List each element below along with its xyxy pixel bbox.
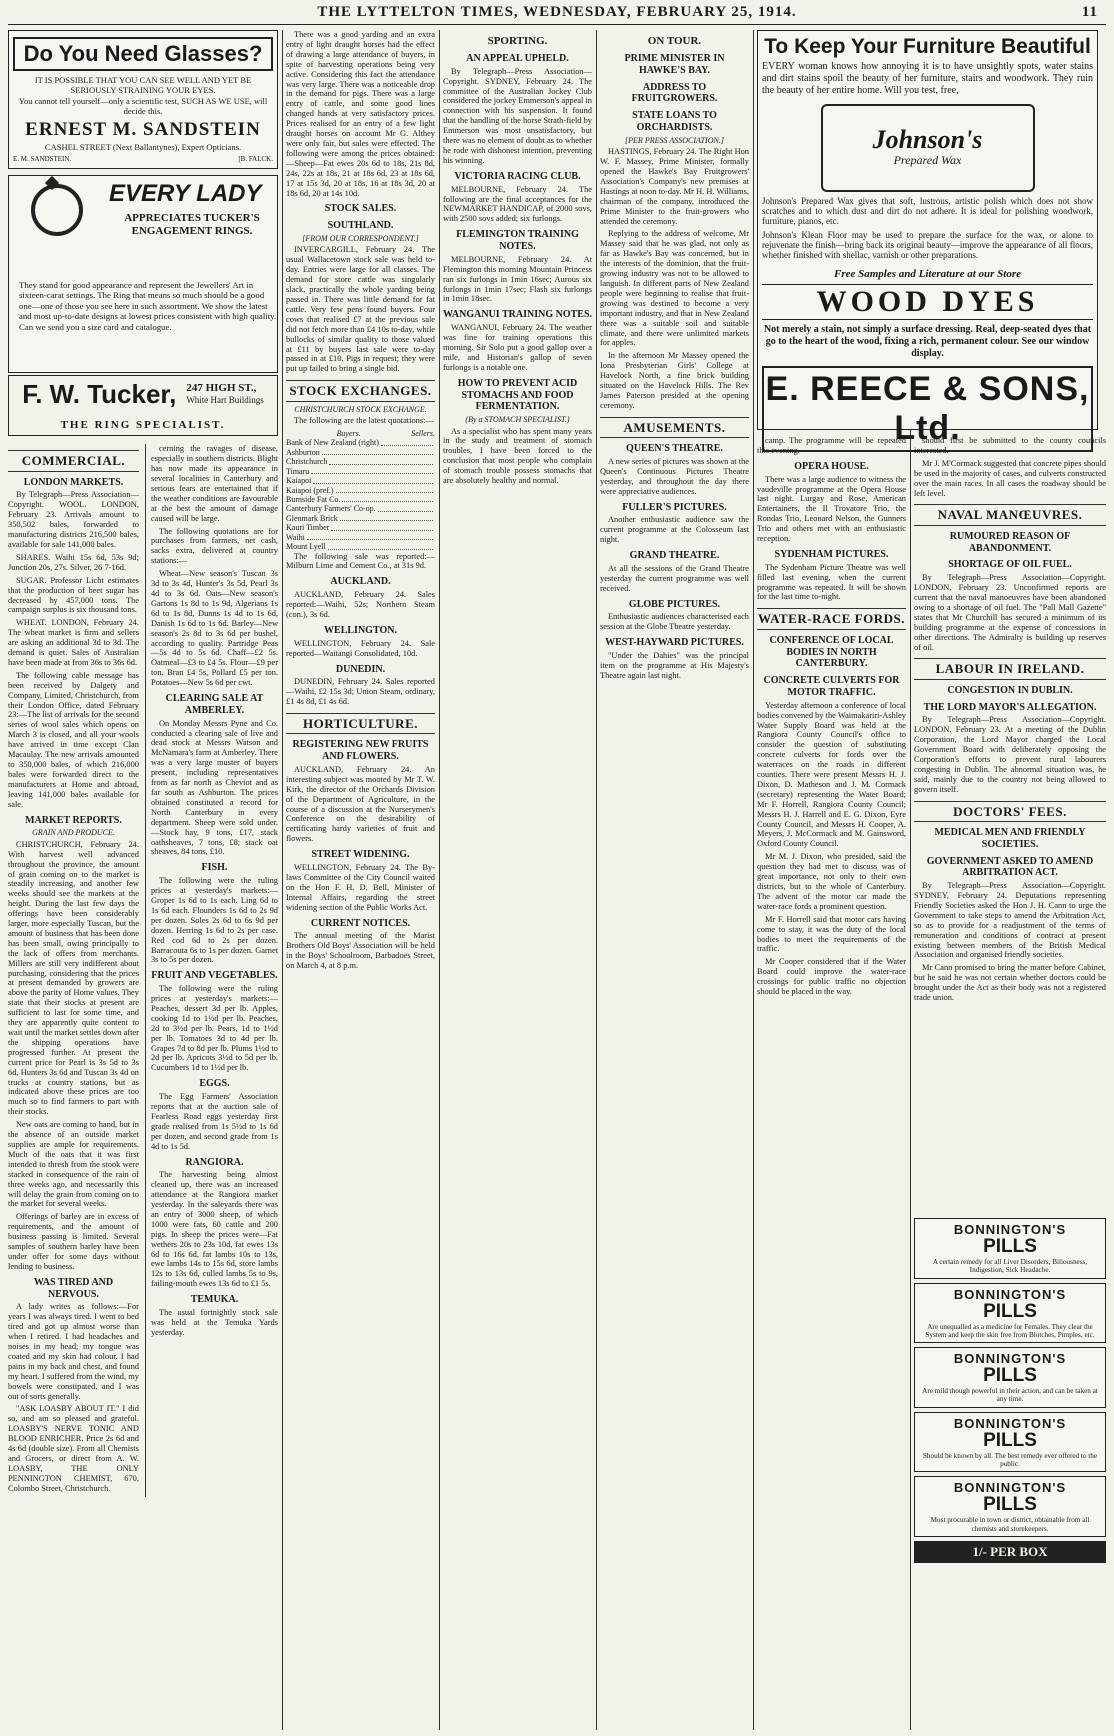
article-text: SUGAR. Professor Licht estimates that the production of beet sugar has decreased by 457,000 tons. The campaign surplus is six thousand tons.	[8, 575, 139, 615]
article-text: Mr J. M'Cormack suggested that concrete pipes should be used in the majority of cases, and culverts constructed over the main races. In all cases the roadway should be left level.	[914, 458, 1106, 498]
article-heading: QUEEN'S THEATRE.	[626, 443, 723, 455]
article-text: As a specialist who has spent many years in the study and treatment of stomach troubles, I have been forced to the conclusion that most people who complain of stomach trouble possess stomachs that are absolutely healthy and normal.	[443, 426, 592, 486]
leader-dots	[336, 486, 433, 493]
column-3	[286, 30, 435, 1730]
amusements-heading: AMUSEMENTS.	[600, 417, 749, 438]
pills-brand: BONNINGTON'S	[953, 1222, 1067, 1237]
article-text: INVERCARGILL, February 24. The usual Wallacetown stock sale was held to-day. Entries were large for all classes. The demand for store cattle was singularly slack, practically the whole yarding being passed in. There was little demand for fat cattle. Very few pens found buyers. Four cows that realised £7 at the previous sale did not fetch more than £4 10s to-day, while bullocks of similar quality to those valued at £11 by buyers last sale were to-day passed in at £10. Pigs in request; they were put up failed to bring a single bid.	[286, 245, 435, 374]
article-text: By Telegraph—Press Association—Copyright. WOOL. LONDON, February 23. Arrivals amount to 350,502 bales, forwarded to manufacturing districts 216,500 bales, available for sale 141,000 bales.	[8, 490, 139, 549]
pills-brand-2: PILLS	[983, 1236, 1037, 1257]
article-heading: FISH.	[201, 862, 228, 874]
horticulture-heading: HORTICULTURE.	[286, 713, 435, 734]
reece-logo: E. REECE & SONS, Ltd.	[762, 366, 1093, 452]
article-text: Another enthusiastic audience saw the current programme at the Colosseum last night.	[600, 515, 749, 545]
article-heading: MARKET REPORTS.	[25, 814, 122, 826]
pills-copy: Are unequalled as a medicine for Females. They clear the System and keep the skin free from Blotches, Pimples, etc.	[925, 1322, 1095, 1339]
article-text: The following sale was reported:—Milburn Lime and Cement Co., at 31s 9d.	[286, 551, 435, 571]
tucker-building: White Hart Buildings	[186, 395, 264, 406]
article-text: Replying to the address of welcome, Mr Massey said that he was glad, not only as far as Hawke's Bay was concerned, but in the interests of the dominion, that the fruit-growing industry was not to be allowed to languish. In different parts of New Zealand people were beginning to realise that fruit-growing was destined to become a very important industry, and that in New Zealand there was a suitable soil and suitable climate, and there were unlimited markets for apples.	[600, 229, 749, 348]
column-rule	[753, 30, 754, 1730]
article-heading: MEDICAL MEN AND FRIENDLY SOCIETIES.	[934, 826, 1086, 850]
pills-brand: BONNINGTON'S	[953, 1351, 1067, 1367]
article-text: Mr F. Horrell said that motor cars having come to stay, it was the duty of the local bodies to meet the requirements of the traffic.	[757, 914, 906, 954]
stock-name: Bank of New Zealand (right)	[286, 438, 379, 448]
glasses-ad-foot-left: E. M. SANDSTEIN.	[13, 155, 72, 164]
stock-exchanges-heading: STOCK EXCHANGES.	[286, 380, 435, 401]
article-heading: VICTORIA RACING CLUB.	[454, 170, 581, 182]
pills-brand-2: PILLS	[983, 1365, 1037, 1387]
stock-table-row	[286, 438, 435, 447]
article-text: In the afternoon Mr Massey opened the Iona Presbyterian Girls' College at Havelock North, a fine brick building situated on the Havelock Hills. The Rev James Paterson presided at the opening ceremony.	[600, 351, 749, 410]
stock-table-row	[286, 476, 435, 485]
section-heading: ON TOUR.	[647, 35, 702, 47]
article-text: "Under the Dahies" was the principal item on the programme at His Majesty's Theatre again last night.	[600, 650, 749, 680]
leader-dots	[340, 514, 433, 521]
column-rule	[282, 30, 283, 1730]
stock-table-row	[286, 495, 435, 504]
article-heading: THE LORD MAYOR'S ALLEGATION.	[923, 701, 1097, 713]
article-heading: PRIME MINISTER IN HAWKE'S BAY.	[624, 52, 725, 76]
stock-table-row	[286, 523, 435, 532]
ring-icon	[31, 184, 83, 236]
leader-dots	[378, 504, 433, 511]
article-heading: CURRENT NOTICES.	[310, 917, 411, 929]
furniture-ad-copy2: Johnson's Prepared Wax gives that soft, lustrous, artistic polish which does not show scratches and to which dust and dirt do not adhere. It is ideal for polishing woodwork, furniture, pianos, etc.	[762, 195, 1093, 226]
article-heading: CLEARING SALE AT AMBERLEY.	[165, 693, 264, 716]
article-heading: STOCK SALES.	[324, 203, 397, 215]
article-text: SHARES. Waihi 15s 6d, 53s 9d; Junction 20s, 27s. Silver, 26 7-16d.	[8, 552, 139, 572]
tucker-address: 247 HIGH ST.,	[186, 381, 257, 394]
leader-dots	[381, 438, 433, 445]
article-heading: STREET WIDENING.	[311, 849, 410, 861]
article-subheading: [PER PRESS ASSOCIATION.]	[625, 135, 724, 145]
article-heading: WEST-HAYWARD PICTURES.	[605, 637, 744, 649]
pills-copy: Are mild though powerful in their action, and can be taken at any time.	[922, 1387, 1098, 1404]
article-heading: FLEMINGTON TRAINING NOTES.	[456, 229, 579, 253]
article-subheading: CHRISTCHURCH STOCK EXCHANGE.	[294, 404, 427, 414]
article-text: A lady writes as follows:—For years I was always tired. I went to bed tired and got up almost worse than when I retired. I had headaches and noises in my head; my tongue was coated and my skin had colour. I had pains in my back and chest, and found my heart. I suffered from the wind, my bowels were constipated, and I was out of sorts generally.	[8, 1302, 139, 1401]
column-1	[8, 30, 278, 1730]
masthead-title: THE LYTTELTON TIMES, WEDNESDAY, FEBRUARY 25, 1914.	[317, 4, 797, 20]
wood-dyes-copy: Not merely a stain, not simply a surface dressing. Real, deep-seated dyes that go to the heart of the wood, fixing a rich, permanent colour. See our window display.	[763, 323, 1092, 359]
column-5	[600, 30, 749, 1730]
doctors-fees-heading: DOCTORS' FEES.	[914, 801, 1106, 822]
column-6	[757, 436, 906, 1730]
water-race-heading: WATER-RACE FORDS.	[757, 608, 906, 629]
leader-dots	[342, 495, 433, 502]
glasses-ad-address: CASHEL STREET (Next Ballantynes), Expert Opticians.	[44, 142, 242, 153]
article-subheading: (By a STOMACH SPECIALIST.)	[465, 415, 570, 425]
article-text: WHEAT. LONDON, February 24. The wheat market is firm and sellers are asking an additional 3d to 3d. The demand is quiet. Sales of Australian have been made at from 36s to 36s 6d.	[8, 618, 139, 667]
column-4	[443, 30, 592, 1730]
glasses-ad-headline: Do You Need Glasses?	[13, 37, 273, 71]
wood-dyes-title: WOOD DYES	[762, 284, 1093, 320]
stock-table-row	[286, 504, 435, 513]
article-text: Enthusiastic audiences characterised each session at the Globe Theatre yesterday.	[600, 612, 749, 632]
article-heading: OPERA HOUSE.	[794, 460, 869, 472]
article-heading: FULLER'S PICTURES.	[622, 501, 727, 513]
article-heading: FRUIT AND VEGETABLES.	[151, 970, 278, 982]
article-text: The following quotations are for purchases from farmers, net cash, sacks extra, delivered at country stations:—	[150, 526, 278, 566]
stock-table-row	[286, 457, 435, 466]
wax-brand-sub: Prepared Wax	[893, 153, 962, 168]
section-heading: SPORTING.	[487, 35, 548, 47]
article-text: The Egg Farmers' Association reports that at the auction sale of Fearless Road eggs yesterday first grade realised from 1s 5½d to 1s 6d per dozen, and second grade from 1s 4d to 1s 5d.	[150, 1092, 278, 1151]
pills-brand: BONNINGTON'S	[953, 1480, 1067, 1496]
stock-name: Glenmark Brick	[286, 513, 338, 523]
pills-copy: Most procurable in town or district, obtainable from all chemists and storekeepers.	[930, 1516, 1090, 1533]
article-text: A new series of pictures was shown at the Queen's Continuous Pictures Theatre yesterday, and throughout the day there were appreciative audiences.	[600, 456, 749, 496]
article-text: By Telegraph—Press Association—Copyright. SYDNEY, February 24. Deputations representing Friendly Societies asked the Hon J. H. Cann to urge the Government to take steps to amend the Arbitration Act, so as to provide for a readjustment of the terms of remuneration and conditions of contract at present existing between members of the British Medical Association and organised friendly societies.	[914, 881, 1106, 960]
stock-name: Burnside Fat Co.	[286, 494, 341, 504]
article-text: Mr M. J. Dixon, who presided, said the question they had met to discuss was of great importance, not only to their own districts, but to the whole of Canterbury. The advent of the motor car made the water-race fords a prominent question.	[757, 852, 906, 911]
leader-dots	[313, 476, 433, 483]
stock-name: Waihi	[286, 532, 305, 542]
article-heading: WAS TIRED AND NERVOUS.	[33, 1276, 114, 1300]
labour-heading: LABOUR IN IRELAND.	[914, 658, 1106, 679]
stock-table-row	[286, 486, 435, 495]
article-heading: GRAND THEATRE.	[629, 550, 720, 562]
article-text: Yesterday afternoon a conference of local bodies convened by the Waimakariri-Ashley Water Supply Board was held at the Rangiora County Council's office to consider the question of substituting concrete culverts for fords over the waterraces on the roads in different counties. There were present Messrs H. J. Dixon, D. Matheson and J. M. Cormack (secretary) representing the Water Board; Mr F. Horrell, Rangiora County Council; Messrs H. J. Harrell and E. G. Dixon, Eyre County Council, and Messrs H. Cooper, A. Meyers, J. McCormack and M. Gainsword, Oxford County Council.	[757, 700, 906, 849]
article-text: MELBOURNE, February 24. At Flemington this morning Mountain Princess ran six furlongs in 1min 16sec; Aurous six furlongs in 1min 17sec; Flash six furlongs in 1min 18sec.	[443, 254, 592, 304]
article-text: should first be submitted to the county councils interested.	[914, 436, 1106, 455]
article-text: "ASK LOASBY ABOUT IT." I did so, and am so pleased and grateful. LOASBY'S NERVE TONIC AND BLOOD ENRICHER. Price 2s 6d and 4s 6d (double size). From all Chemists and Grocers, or direct from A. W. LOASBY, THE ONLY PENNINGTON CHEMIST, 670, Colombo Street, Christchurch.	[8, 1404, 139, 1493]
ring-ad	[8, 175, 278, 373]
stock-table-row	[286, 514, 435, 523]
furniture-ad-copy3: Johnson's Klean Floor may be used to prepare the surface for the wax, or alone to rejuvenate the finish—bring back its original beauty—improve the appearance of all floors, whether finished with shellac, varnish or other preparations.	[762, 229, 1093, 260]
pills-brand-2: PILLS	[983, 1494, 1037, 1516]
stock-table-header	[286, 429, 435, 438]
article-text: cerning the ravages of disease, especially in southern districts. Blight has now made its appearance in several localities in Canterbury and serious fears are entertained that if the weather conditions are favourable at the best the amount of damage caused will be large.	[150, 444, 278, 523]
article-heading: ADDRESS TO FRUITGROWERS.	[631, 81, 718, 105]
ring-ad-subtitle: APPRECIATES TUCKER'S ENGAGEMENT RINGS.	[124, 211, 260, 238]
pills-copy: A certain remedy for all Liver Disorders, Biliousness, Indigestion, Sick Headache.	[932, 1258, 1088, 1275]
article-subheading: GRAIN AND PRODUCE.	[32, 828, 115, 838]
wax-brand: Johnson's	[872, 125, 983, 155]
column-rule	[439, 30, 440, 1730]
article-heading: CONCRETE CULVERTS FOR MOTOR TRAFFIC.	[763, 675, 900, 698]
glasses-ad	[8, 30, 278, 169]
article-text: The harvesting being almost cleaned up, there was an increased attendance at the Rangiora market yesterday. In the saleyards there was an entry of 3000 sheep, of which 1000 were fats, 60 cattle and 200 pigs. In sheep the prices were—Fat wethers 20s to 23s 10d, fat ewes 13s 6d to 16s 6d, fat lambs 10s to 13s, ewe lambs 14s to 15s 6d, store lambs 12s to 13s 6d, culled lambs 5s to 9s, failing-mouth ewes 13s 6d to £1 5s.	[150, 1170, 278, 1289]
stock-name: Christchurch	[286, 457, 328, 467]
article-heading: WELLINGTON.	[324, 624, 397, 636]
leader-dots	[307, 533, 433, 540]
article-text: Mr Cann promised to bring the matter before Cabinet, but he said he was not certain whether doctors could be brought under the Act as their body was not a registered trade union.	[914, 963, 1106, 1003]
pills-brand: BONNINGTON'S	[953, 1415, 1067, 1431]
leader-dots	[311, 467, 433, 474]
pills-ad	[914, 1347, 1106, 1408]
stock-name: Canterbury Farmers' Co-op.	[286, 504, 376, 514]
article-text: At all the sessions of the Grand Theatre yesterday the current programme was well received.	[600, 563, 749, 593]
article-text: WANGANUI, February 24. The weather was fine for training operations this morning. Sir Solo put a good gallop over a mile, and Historian's gallop of seven furlongs is a notable one.	[443, 323, 592, 372]
article-text: HASTINGS, February 24. The Right Hon W. F. Massey, Prime Minister, formally opened the Hawke's Bay Fruitgrowers' Association's Company's new premises at Hastings at noon to-day. Mr H. H. Williams, chairman of the company, introduced the Prime Minister to the fruit-growers who attended the ceremony.	[600, 147, 749, 226]
article-text: By Telegraph—Press Association—Copyright. LONDON, February 23. Unconfirmed reports are current that the naval manoeuvres have been abandoned owing to a shortage of oil fuel. The "Pall Mall Gazette" states that Mr Churchill has secured a minimum of its building programme at the expense of concessions in other directions. The Admiralty is building up reserves of oil.	[914, 573, 1106, 652]
pills-ad	[914, 1412, 1106, 1473]
pills-brand-2: PILLS	[983, 1300, 1037, 1322]
tucker-tagline: THE RING SPECIALIST.	[60, 419, 226, 432]
free-samples-text: Free Samples and Literature at our Store	[833, 267, 1022, 280]
glasses-ad-line: You cannot tell yourself—only a scientific test, SUCH AS WE USE, will decide this.	[18, 95, 268, 116]
pills-ad-column	[914, 1218, 1106, 1730]
article-heading: LONDON MARKETS.	[23, 476, 124, 488]
pills-brand-2: PILLS	[983, 1429, 1037, 1451]
page-number: 11	[1081, 4, 1098, 20]
leader-dots	[329, 457, 433, 464]
article-text: CHRISTCHURCH, February 24. With harvest well advanced throughout the province, the amount of grain coming on to the market is steadily increasing, and another few weeks should see the markets at the height. During the last few days the offerings have been considerably larger, more especially Tuscan, but the amount of business that has been done has been small, owing principally to the lack of offers from merchants. Millers are still very indifferent about purchasing, considering that the prices at present demanded by growers are above the parity of Home values. They state that their stocks at present are sufficient to last for some time, and they are apparently quite content to wait until the market settles down after the shipping operations have progressed further. At present the current price for Pearl is 3s 5d to 3s 6d, Hunters 3s 6d and Tuscan 3s 4d on trucks at country stations, but as indicated above these prices are too much so to find farmers to part with their stocks.	[8, 839, 139, 1117]
article-heading: GLOBE PICTURES.	[628, 598, 721, 610]
furniture-ad-headline: To Keep Your Furniture Beautiful	[764, 35, 1091, 58]
leader-dots	[322, 448, 433, 455]
wax-tin-illustration	[821, 104, 1035, 192]
article-text: The usual fortnightly stock sale was held at the Temuka Yards yesterday.	[150, 1307, 278, 1337]
article-heading: CONFERENCE OF LOCAL BODIES IN NORTH CANTERBURY.	[769, 634, 894, 670]
ring-ad-title: EVERY LADY	[109, 179, 262, 207]
leader-dots	[331, 523, 433, 530]
stock-name: Kaiapoi (pref.)	[286, 485, 334, 495]
article-text: camp. The programme will be repeated this evening.	[757, 436, 906, 455]
article-text: MELBOURNE, February 24. The following are the final acceptances for the NEWMARKET HANDICAP, of 2000 sovs, with 2500 sovs added; six furlongs.	[443, 184, 592, 224]
article-text: WELLINGTON, February 24. Sale reported—Waitangi Consolidated, 10d.	[286, 638, 435, 658]
article-text: New oats are coming to hand, but in the absence of an outside market supplies are ample for requirements. Much of the oats that it was first intended to thresh from the stook were stacked in consequence of the rain of three weeks ago, and necessarily this will delay the grain from coming on to the market for several weeks.	[8, 1120, 139, 1209]
stock-name: Kaiapoi	[286, 476, 312, 486]
pills-copy: Should be known by all. The best remedy ever offered to the public.	[922, 1451, 1098, 1468]
pills-price: 1/- PER BOX	[914, 1541, 1106, 1563]
article-text: Wheat—New season's Tuscan 3s 3d to 3s 4d, Hunter's 3s 5d, Pearl 3s 4d to 3s 6d. Oats—New season's Gartons 1s 8d to 1s 9d, Algerians 1s 6d to 1s 8d, Dunns 1s 4d to 1s 6d, Danish 1s 6d to 1s 6d. Barley—New season's 2s 8d to 3s 6d per bushel, according to quality. Partridge Peas—5s 4d to 5s 6d. Chaff—£2 5s. Oatmeal—£3 to £4 5s. Flour—£9 per ton. Bran £4 5s, Pollard £5 per ton. Potatoes—New 5s 6d per cwt.	[150, 569, 278, 688]
article-heading: SOUTHLAND.	[327, 220, 394, 232]
stock-name: Ashburton	[286, 447, 320, 457]
stock-name: Mount Lyell	[286, 542, 326, 552]
glasses-ad-foot-right: [B. FALCK.	[238, 155, 273, 164]
article-text: The following are the latest quotations:—	[294, 415, 434, 425]
leader-dots	[328, 542, 433, 549]
masthead	[8, 4, 1106, 25]
pills-ad	[914, 1218, 1106, 1279]
column-rule	[596, 30, 597, 1730]
article-heading: GOVERNMENT ASKED TO AMEND ARBITRATION ACT.	[926, 855, 1094, 879]
article-text: There was a good yarding and an extra entry of light draught horses had the effect of drawing a large attendance of buyers, in spite of harvesting operations being very active. Considering this fact the attendance was very large. There was a noticeable drop in the demand for pigs. There was a large entry of cattle, and some good lines changed hands at very satisfactory prices. Prices realised for an entry of a few light draught horses on account Mr G. Althey were only fair, but sales were effected. The following were among the prices obtained:—Sheep—Fat ewes 20s 6d to 18s, 21s 8d, 24s, 22s at 18s, 21 at 18s 6d, 23 at 18s 6d, 17 at 15s 3d, 20 at 18s, 16 at 18s 3d, 20 at 18s 6d, 20 at 14s 10d.	[286, 30, 435, 198]
pills-ad	[914, 1283, 1106, 1344]
article-text: The annual meeting of the Marist Brothers Old Boys' Association will be held in the Boys' Schoolroom, Barbadoes Street, on March 4, at 8 p.m.	[286, 931, 435, 971]
stock-table	[286, 438, 435, 551]
naval-heading: NAVAL MANŒUVRES.	[914, 504, 1106, 525]
article-subheading: [FROM OUR CORRESPONDENT.]	[302, 234, 419, 243]
article-heading: EGGS.	[199, 1078, 230, 1090]
article-text: AUCKLAND, February 24. Sales reported:—Waihi, 52s; Northern Steam (con.), 3s 6d.	[286, 590, 435, 619]
article-heading: WANGANUI TRAINING NOTES.	[443, 309, 592, 321]
stock-table-row	[286, 533, 435, 542]
article-heading: AN APPEAL UPHELD.	[466, 52, 569, 64]
article-heading: RANGIORA.	[185, 1156, 244, 1168]
article-heading: HOW TO PREVENT ACID STOMACHS AND FOOD FERMENTATION.	[457, 377, 578, 413]
article-text: Offerings of barley are in excess of requirements, and the amount of business passing is limited. Several samples of southern barley have been under offer for some days without lending to business.	[8, 1212, 139, 1271]
article-heading: SYDENHAM PICTURES.	[774, 548, 889, 560]
stock-table-row	[286, 448, 435, 457]
article-heading: DUNEDIN.	[335, 663, 386, 675]
article-text: DUNEDIN, February 24. Sales reported—Waihi, £2 15s 3d; Union Steam, ordinary, £1 4s 8d, £1 4s 6d.	[286, 677, 435, 707]
commercial-heading: COMMERCIAL.	[8, 450, 139, 471]
article-text: WELLINGTON, February 24. The By-laws Committee of the City Council waited on the Hon F. H. D. Bell, Minister of Internal Affairs, regarding the street widening section of the Public Works Act.	[286, 863, 435, 912]
article-text: The Sydenham Picture Theatre was well filled last evening, when the current programme was repeated. It will be shown for the last time to-night.	[757, 562, 906, 602]
article-heading: SHORTAGE OF OIL FUEL.	[948, 559, 1072, 571]
furniture-ad-copy: EVERY woman knows how annoying it is to have unsightly spots, water stains and dirt stains spoil the beauty of her furniture, stairs and woodwork. They ruin the beauty of her entire home. Will you test, free,	[762, 61, 1093, 97]
pills-brand: BONNINGTON'S	[953, 1286, 1067, 1302]
article-text: On Monday Messrs Pyne and Co. conducted a clearing sale of live and dead stock at Messrs Watson and McNamara's farm at Amberley. There was a very large muster of buyers present, including representatives from as far north as Cheviot and as far south as Ashburton. The prices obtained constituted a record for North Canterbury in every department. Sheep were sold under.—Stock hay, 9 tons, £17, stack oathsheaves, 7 tons, £8; stack oat sheaves, 84 tons, £10.	[150, 718, 278, 857]
stock-name: Kauri Timber	[286, 523, 330, 533]
article-heading: TEMUKA.	[190, 1294, 239, 1306]
glasses-ad-line: IT IS POSSIBLE THAT YOU CAN SEE WELL AND YET BE SERIOUSLY STRAINING YOUR EYES.	[34, 74, 252, 95]
tucker-name: F. W. Tucker,	[22, 378, 177, 409]
ring-ad-copy: They stand for good appearance and represent the Jewellers' Art in sixteen-carat settings. The Ring that means so much should be a good one—one of those you see here in such assortment. We show the latest and most up-to-date designs at lowest prices consistent with high quality. Can we send you a size card and catalogue.	[19, 279, 277, 332]
article-text: By Telegraph—Press Association—Copyright. SYDNEY, February 24. The committee of the Australian Jockey Club considered the jockey Emmerson's appeal in connection with his suspension. It found that the handling of the horse Strath-field by Emmerson was most unsatisfactory, but there was no element of doubt as to whether he rode with dishonest intention, preventing his winning.	[443, 66, 592, 165]
tucker-ad	[8, 375, 278, 437]
article-text: The following were the ruling prices at yesterday's markets:—Peaches, dessert 3d per lb. Apples, cooking 1d to 1½d per lb. Peaches, 2d to 3½d per lb. Pears, 1d to 1½d per lb. Tomatoes 3d to 4d per lb. Grapes 7d to 8d per lb. Plums 1½d to 2d per lb. Apricots 3½d to 5d per lb. Cucumbers 1d to 1½d per lb.	[150, 984, 278, 1073]
article-text: The following were the ruling prices at yesterday's markets:—Groper 1s 6d to 1s each. Ling 6d to 1s 6d each. Flounders 1s 6d to 2s 9d per dozen. Soles 2s 6d to 6s 9d per dozen. Herring 1s 6d to 2s per case. Red cod 6d to 2s per dozen. Barracouta 6s to 1s per dozen. Garnet 3s to 5s per dozen.	[150, 876, 278, 965]
stock-table-row	[286, 542, 435, 551]
article-text: AUCKLAND, February 24. An interesting subject was mooted by Mr T. W. Kirk, the director of the Orchards Division of the Department of Agriculture, in the course of a discussion at the Nurserymen's Conference on the desirability of certificating hardy varieties of fruit and flowers.	[286, 764, 435, 844]
article-heading: CONGESTION IN DUBLIN.	[947, 684, 1073, 696]
article-text: By Telegraph—Press Association—Copyright. LONDON, February 23. At a meeting of the Dublin Corporation, the Lord Mayor charged the Local Government Board with deliberately opposing the Corporation's efforts to prevent rural labourers congesting in Dublin. The abnormal situation was, he said, mainly due to the country not being allowed to govern itself.	[914, 715, 1106, 794]
pills-ad	[914, 1476, 1106, 1537]
article-text: There was a large audience to witness the vaudeville programme at the Opera House last night. Lurgay and Rose, American Entertainers, the Il Trovatore Trio, the Rondas Trio, Leonard Nelson, the Gunners Trio and others met with an enthusiastic reception.	[757, 474, 906, 544]
article-heading: RUMOURED REASON OF ABANDONMENT.	[949, 530, 1071, 554]
article-text: The following cable message has been received by Dalgety and Company, Limited, Christchurch, from their London Office, dated February 23:—The list of arrivals for the second series of wool sales which opens on March 3 is closed, and all your wools have arrived in time except Clan Macaulay. The new arrivals amounted to 350,000 bales, of which 216,000 bales were forwarded direct to the manufacturers at Home and abroad, leaving 141,000 bales available for sale.	[8, 670, 139, 809]
article-heading: REGISTERING NEW FRUITS AND FLOWERS.	[292, 739, 429, 763]
stock-header-cell: Buyers.	[336, 428, 361, 438]
glasses-ad-name: ERNEST M. SANDSTEIN	[25, 119, 261, 141]
article-heading: STATE LOANS TO ORCHARDISTS.	[632, 110, 717, 133]
stock-name: Timaru	[286, 466, 310, 476]
article-text: Mr Cooper considered that if the Water Board could improve the water-race crossings for public traffic no objection should be placed in the way.	[757, 957, 906, 997]
stock-table-row	[286, 467, 435, 476]
stock-header-cell: Sellers.	[411, 428, 435, 438]
article-heading: AUCKLAND.	[330, 576, 391, 588]
